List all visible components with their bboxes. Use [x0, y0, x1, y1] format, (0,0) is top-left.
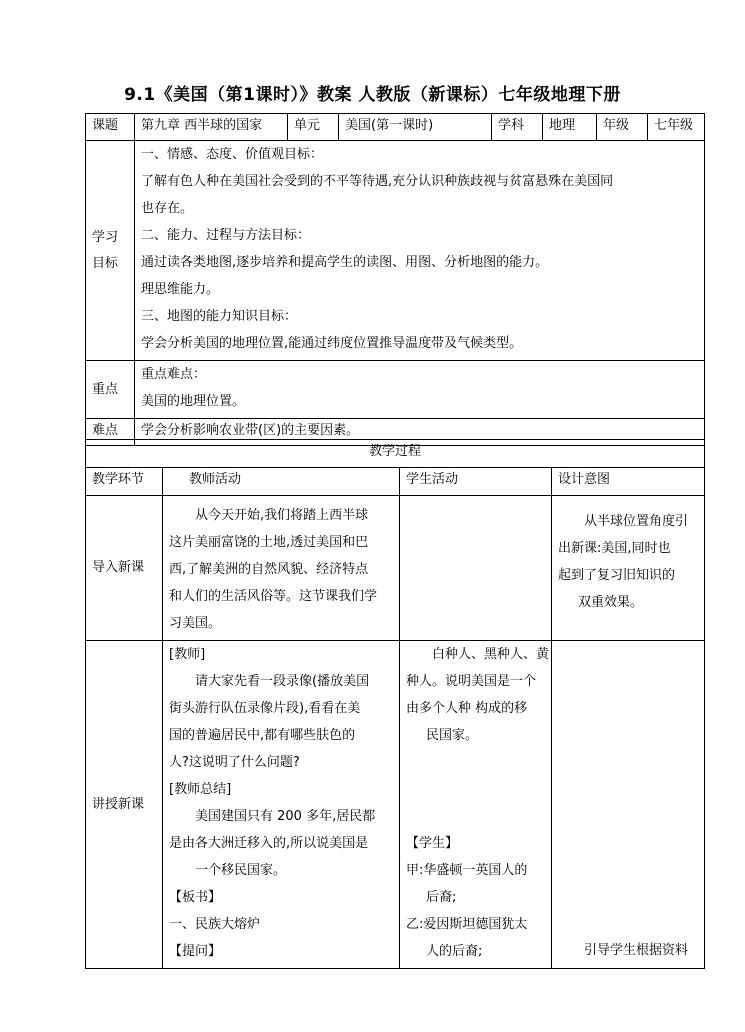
grade-label: 年级 [603, 118, 630, 133]
lecture-teacher-line: 人?这说明了什么问题? [169, 755, 300, 770]
lesson-plan-table [85, 113, 705, 446]
objective-line: 学会分析美国的地理位置,能通过纬度位置推导温度带及气候类型。 [141, 336, 523, 351]
intro-stage: 导入新课 [92, 560, 145, 575]
column-header: 教师活动 [189, 472, 242, 487]
lecture-row [86, 641, 705, 969]
intro-design-line: 双重效果。 [578, 595, 644, 610]
subject-value: 地理 [549, 118, 576, 133]
unit-label: 单元 [294, 118, 321, 133]
header-row [86, 114, 705, 141]
key-points-content [135, 361, 704, 418]
intro-row [86, 496, 705, 641]
lecture-student-activity [400, 641, 551, 968]
key-points-line: 重点难点： [141, 367, 207, 382]
lecture-teacher-line: 【提问】 [169, 944, 222, 959]
intro-design-line: 起到了复习旧知识的 [558, 568, 676, 583]
lecture-student-line: 甲:华盛顿一英国人的 [406, 863, 528, 878]
topic-label: 课题 [92, 118, 119, 133]
lecture-student-line: 民国家。 [426, 728, 479, 743]
objective-line: 了解有色人种在美国社会受到的不平等待遇,充分认识种族歧视与贫富悬殊在美国同 [141, 174, 614, 189]
key-points-label: 重点 [92, 381, 119, 397]
lecture-student-line: 种人。说明美国是一个 [406, 674, 537, 689]
lecture-teacher-line: 国的普遍居民中,都有哪些肤色的 [169, 728, 356, 743]
lecture-student-line: 【学生】 [406, 836, 459, 851]
column-header: 设计意图 [558, 472, 611, 487]
intro-teacher-activity [163, 496, 399, 640]
lecture-teacher-line: 一个移民国家。 [195, 863, 287, 878]
intro-design-line: 从半球位置角度引 [584, 514, 689, 529]
unit-value: 美国(第一课时) [345, 118, 434, 133]
process-heading-row [86, 440, 705, 468]
document-title: 9.1《美国（第1课时）》教案 人教版（新课标）七年级地理下册 [124, 85, 621, 105]
difficulties-label: 难点 [92, 423, 119, 438]
lecture-student-line: 乙:爱因斯坦德国犹太 [406, 917, 528, 932]
lecture-teacher-line: 是由各大洲迁移入的,所以说美国是 [169, 836, 369, 851]
difficulties-text: 学会分析影响农业带(区)的主要因素。 [141, 423, 360, 438]
intro-teacher-line: 从今天开始,我们将踏上西半球 [195, 508, 369, 523]
key-points-row [86, 361, 705, 419]
column-header: 教学环节 [92, 472, 145, 487]
objective-line: 三、地图的能力知识目标： [141, 309, 298, 324]
teaching-process-table [85, 439, 705, 969]
lecture-student-line: 白种人、黑种人、黄 [432, 647, 550, 662]
lecture-student-line: 后裔; [426, 890, 457, 905]
lecture-student-line: 由多个人种 构成的移 [406, 701, 528, 716]
lecture-stage: 讲授新课 [92, 796, 145, 812]
process-columns-row [86, 468, 705, 496]
objective-line: 理思维能力。 [141, 282, 220, 297]
column-header: 学生活动 [406, 472, 459, 487]
objective-line: 一、情感、态度、价值观目标： [141, 147, 324, 162]
lecture-teacher-line: 【板书】 [169, 890, 222, 905]
objective-line: 二、能力、过程与方法目标： [141, 228, 311, 243]
lecture-teacher-activity [163, 641, 399, 968]
lecture-teacher-line: [教师] [169, 647, 206, 662]
lecture-student-line [406, 776, 545, 803]
intro-student-activity [400, 496, 551, 502]
lecture-design-line: 引导学生根据资料 [584, 943, 689, 958]
objectives-label-line1: 学习 [92, 229, 119, 245]
process-heading: 教学过程 [369, 444, 422, 459]
objective-line: 也存在。 [141, 201, 194, 216]
intro-teacher-line: 这片美丽富饶的土地,透过美国和巴 [169, 535, 369, 550]
key-points-line: 美国的地理位置。 [141, 394, 246, 409]
lecture-teacher-line: 请大家先看一段录像(播放美国 [195, 674, 370, 689]
lecture-teacher-line: 美国建国只有 200 多年,居民都 [195, 809, 376, 824]
lecture-student-line [406, 803, 545, 830]
topic-value: 第九章 西半球的国家 [141, 118, 263, 133]
lecture-teacher-line: [教师总结] [169, 782, 232, 797]
objectives-row [86, 141, 705, 361]
intro-design-line: 出新课:美国,同时也 [558, 541, 671, 556]
subject-label: 学科 [498, 118, 525, 133]
intro-design-intent [552, 496, 704, 619]
intro-teacher-line: 和人们的生活风俗等。这节课我们学 [169, 589, 378, 604]
objective-line: 通过读各类地图,逐步培养和提高学生的读图、用图、分析地图的能力。 [141, 255, 549, 270]
grade-value: 七年级 [654, 118, 694, 133]
lecture-design-intent [552, 934, 704, 968]
lecture-teacher-line: 一、民族大熔炉 [169, 917, 261, 932]
intro-teacher-line: 西,了解美洲的自然风貌、经济特点 [169, 562, 369, 577]
lecture-student-line [406, 749, 545, 776]
lecture-student-line: 人的后裔; [426, 944, 483, 959]
lecture-teacher-line: 街头游行队伍录像片段),看看在美 [169, 701, 361, 716]
intro-teacher-line: 习美国。 [169, 616, 222, 631]
objectives-content [135, 141, 704, 360]
objectives-label-line2: 目标 [92, 255, 119, 271]
